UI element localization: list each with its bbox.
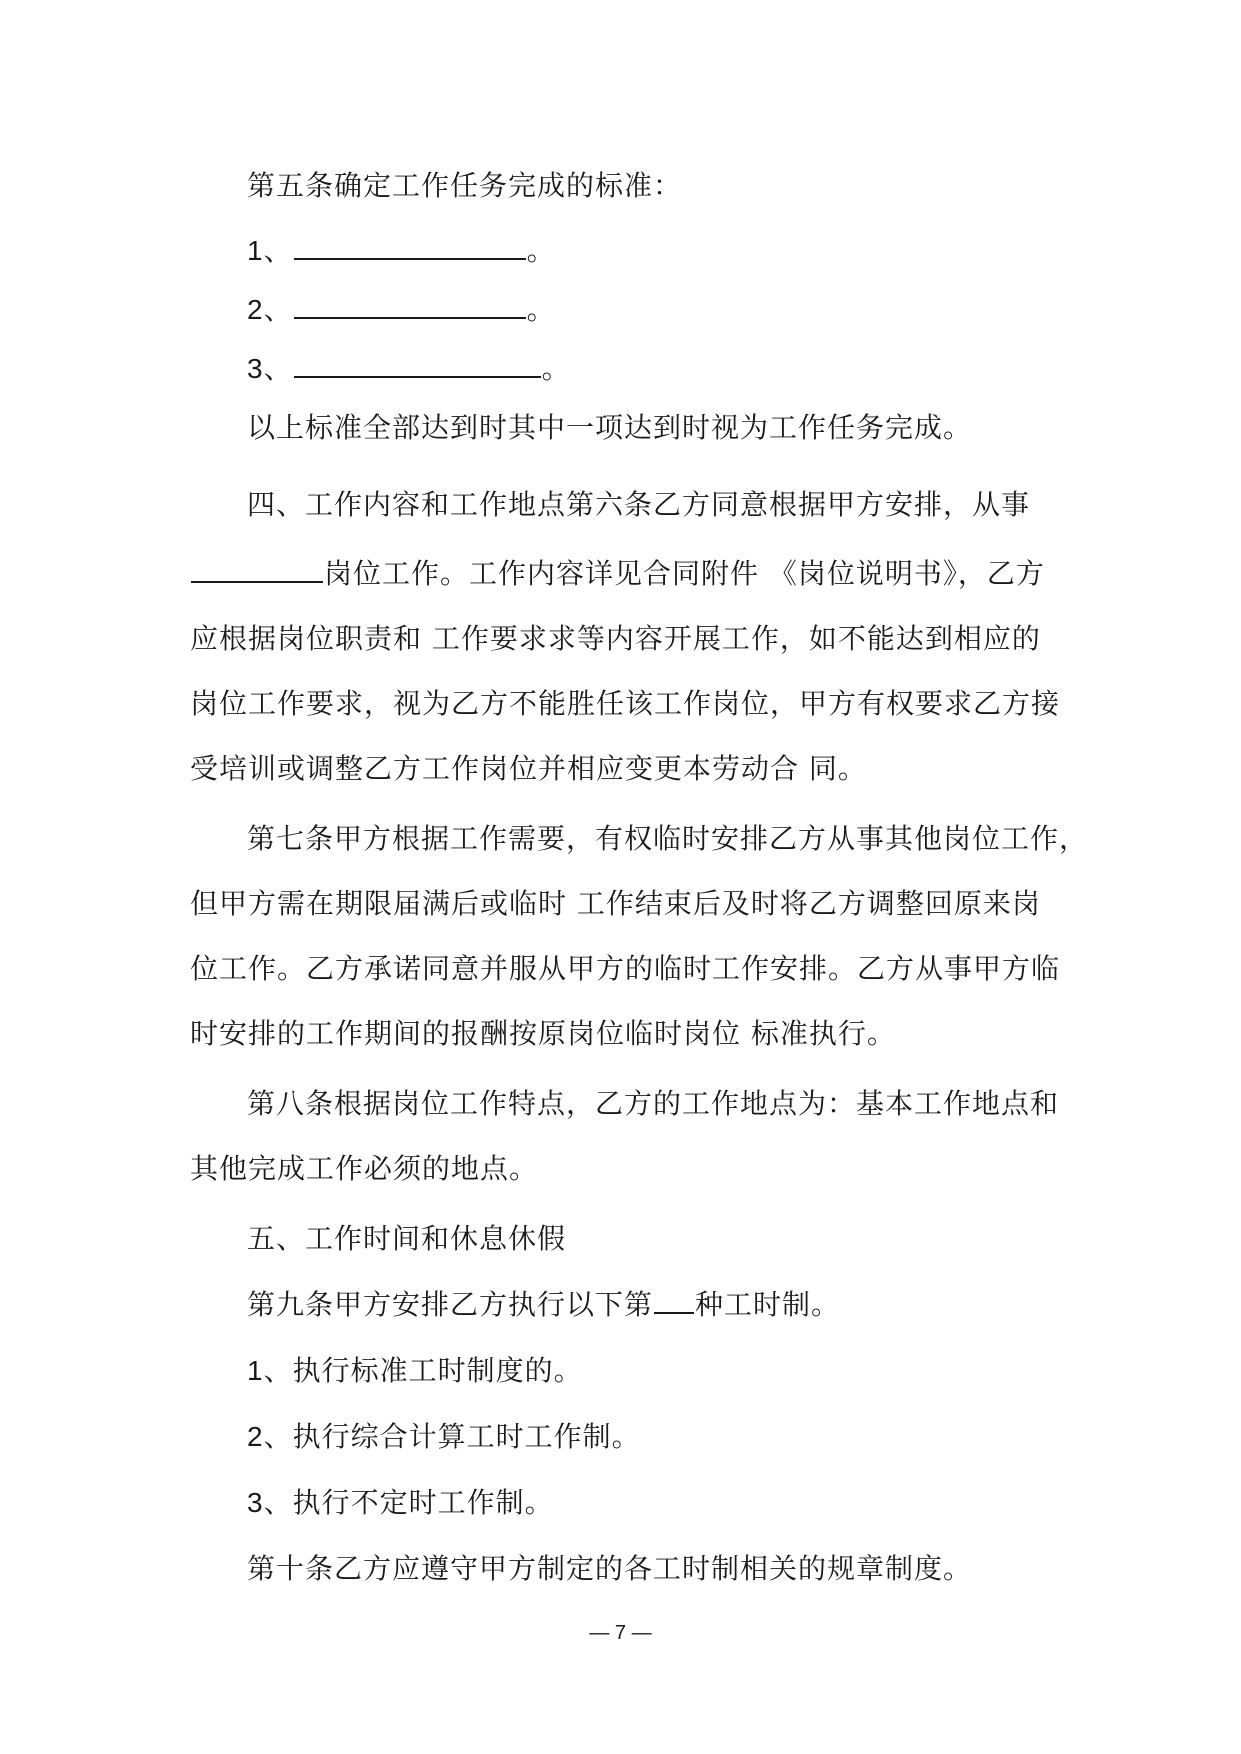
- item-number: 1、: [247, 1355, 293, 1386]
- fill-in-blank[interactable]: [294, 287, 526, 319]
- item-number: 2、: [247, 1421, 293, 1452]
- item-end: 。: [526, 234, 556, 267]
- paragraph-line: 其他完成工作必须的地点。: [190, 1152, 539, 1185]
- work-hour-option-2: [247, 1413, 641, 1461]
- line-text: 种工时制。: [695, 1288, 841, 1321]
- paragraph-line: 位工作。乙方承诺同意并服从甲方的临时工作安排。乙方从事甲方临: [190, 952, 1061, 985]
- paragraph-line: 以上标准全部达到时其中一项达到时视为工作任务完成。: [247, 411, 973, 444]
- standard-item-2: [247, 286, 556, 334]
- standard-item-1: [247, 227, 556, 275]
- line-text: 第九条甲方安排乙方执行以下第: [247, 1288, 654, 1321]
- article-7-line: 第七条甲方根据工作需要，有权临时安排乙方从事其他岗位工作，: [247, 822, 1089, 855]
- fill-in-blank[interactable]: [294, 228, 526, 260]
- paragraph-line: 应根据岗位职责和 工作要求求等内容开展工作，如不能达到相应的: [190, 622, 1041, 655]
- section-4-heading: 四、工作内容和工作地点第六条乙方同意根据甲方安排，从事: [247, 488, 1031, 521]
- work-hour-option-3: [247, 1479, 554, 1527]
- article-8-line: 第八条根据岗位工作特点，乙方的工作地点为：基本工作地点和: [247, 1087, 1060, 1120]
- item-end: 。: [526, 293, 556, 326]
- article-9-line: [247, 1281, 840, 1329]
- page-number: — 7 —: [589, 1622, 652, 1644]
- item-end: 。: [541, 352, 571, 385]
- article-10-line: 第十条乙方应遵守甲方制定的各工时制相关的规章制度。: [247, 1552, 973, 1585]
- fill-in-blank[interactable]: [191, 551, 323, 583]
- item-number: 3、: [247, 1487, 293, 1518]
- fill-in-blank[interactable]: [294, 346, 541, 378]
- paragraph-line: 岗位工作要求，视为乙方不能胜任该工作岗位，甲方有权要求乙方接: [190, 687, 1061, 720]
- fill-in-blank[interactable]: [654, 1282, 694, 1314]
- article-5-heading: 第五条确定工作任务完成的标准：: [247, 169, 683, 202]
- item-number: 1、: [247, 235, 293, 266]
- item-text: 执行不定时工作制。: [292, 1486, 554, 1519]
- paragraph-line: [190, 550, 1045, 598]
- item-text: 执行标准工时制度的。: [292, 1354, 583, 1387]
- standard-item-3: [247, 345, 571, 393]
- paragraph-line: 受培训或调整乙方工作岗位并相应变更本劳动合 同。: [190, 752, 867, 785]
- work-hour-option-1: [247, 1347, 583, 1395]
- line-text: 岗位工作。工作内容详见合同附件 《岗位说明书》，乙方: [324, 557, 1045, 590]
- paragraph-line: 但甲方需在期限届满后或临时 工作结束后及时将乙方调整回原来岗: [190, 887, 1041, 920]
- item-text: 执行综合计算工时工作制。: [292, 1420, 641, 1453]
- item-number: 2、: [247, 294, 293, 325]
- section-5-heading: 五、工作时间和休息休假: [247, 1222, 567, 1255]
- paragraph-line: 时安排的工作期间的报酬按原岗位临时岗位 标准执行。: [190, 1017, 896, 1050]
- item-number: 3、: [247, 353, 293, 384]
